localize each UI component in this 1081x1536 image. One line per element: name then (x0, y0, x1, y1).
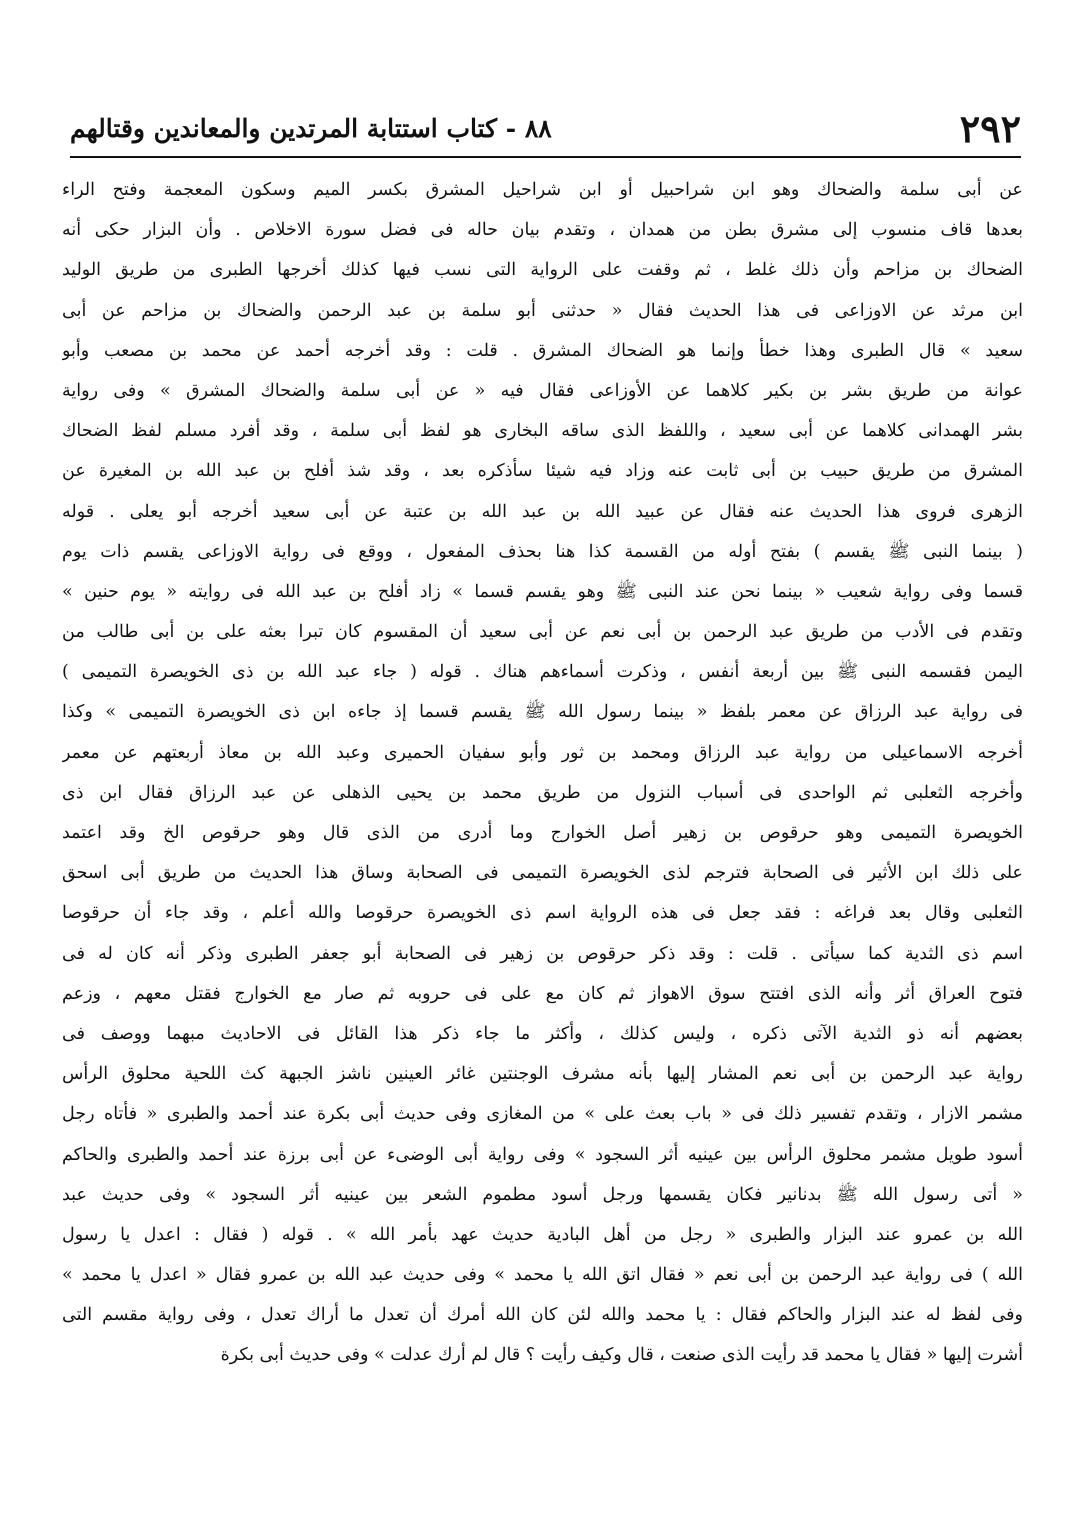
text-line: قسما وفى رواية شعيب « بينما نحن عند النبى ﷺ وهو يقسم قسما » زاد أفلح بن عبد الله فى روايته « يوم حنين » (62, 581, 1023, 602)
text-line: « أتى رسول الله ﷺ بدنانير فكان يقسمها ورجل أسود مطموم الشعر بين عينيه أثر السجود » وفى حديث عبد (62, 1184, 1023, 1205)
text-line: رواية عبد الرحمن بن أبى نعم المشار إليها بأنه مشرف الوجنتين غائر العينين ناشز الجبهة كث اللحية محلوق الرأس (62, 1064, 1023, 1085)
text-line: بعضهم أنه ذو الثدية الآتى ذكره ، وليس كذلك ، وأكثر ما جاء ذكر هذا القائل فى الاحاديث مبهما ووصف فى (62, 1023, 1023, 1044)
text-line: عن أبى سلمة والضحاك وهو ابن شراحبيل أو ابن شراحيل المشرق بكسر الميم وسكون المعجمة وفتح الراء (62, 180, 1023, 200)
text-line: بشر الهمدانى كلاهما عن أبى سعيد ، واللفظ الذى ساقه البخارى هو لفظ أبى سلمة ، وقد أفرد مسلم لفظ الضحاك (62, 421, 1023, 442)
text-line: وتقدم فى الأدب من طريق عبد الرحمن بن أبى نعم عن أبى سعيد أن المقسوم كان تبرا بعثه على بن أبى طالب من (62, 622, 1023, 643)
page-header (70, 100, 1021, 158)
text-line: الله ) فى رواية عبد الرحمن بن أبى نعم « فقال اتق الله يا محمد » وفى حديث عبد الله بن عمرو فقال « اعدل يا محمد » (62, 1265, 1023, 1286)
text-line: الله بن عمرو عند البزار والطبرى « رجل من أهل البادية حديث عهد بأمر الله » . قوله ( فقال : اعدل يا رسول (62, 1224, 1023, 1245)
text-line: الثعلبى وقال بعد فراغه : فقد جعل فى هذه الرواية اسم ذى الخويصرة حرقوصا والله أعلم ، وقد جاء أن حرقوصا (62, 903, 1023, 924)
text-line: مشمر الازار ، وتقدم تفسير ذلك فى « باب بعث على » من المغازى وفى حديث أبى بكرة عند أحمد والطبرى « فأتاه رجل (62, 1104, 1023, 1125)
text-line: الزهرى فروى هذا الحديث عنه فقال عن عبيد الله بن عبد الله بن عتبة عن أبى سعيد أخرجه أبو يعلى . قوله (62, 501, 1023, 522)
text-line: فتوح العراق أثر وأنه الذى افتتح سوق الاهواز ثم كان مع على فى حروبه ثم صار مع الخوارج فقتل معهم ، وزعم (62, 983, 1023, 1004)
text-line: على ذلك ابن الأثير فى الصحابة فترجم لذى الخويصرة التميمى فى الصحابة وساق هذا الحديث من طريق أبى اسحق (62, 863, 1023, 884)
text-line: ابن مرثد عن الاوزاعى فى هذا الحديث فقال « حدثنى أبو سلمة بن عبد الرحمن والضحاك بن مزاحم عن أبى (62, 300, 1023, 321)
text-line: عوانة من طريق بشر بن بكير كلاهما عن الأوزاعى فقال فيه « عن أبى سلمة والضحاك المشرق » وفى رواية (62, 380, 1023, 401)
text-line: المشرق من طريق حبيب بن أبى ثابت عنه وزاد فيه شيئا سأذكره بعد ، وقد شذ أفلح بن عبد الله بن المغيرة عن (62, 461, 1023, 482)
body-text (62, 170, 1023, 1376)
text-line: أخرجه الاسماعيلى من رواية عبد الرزاق ومحمد بن ثور وأبو سفيان الحميرى وعبد الله بن معاذ أربعتهم عن معمر (62, 742, 1023, 763)
text-line: بعدها قاف منسوب إلى مشرق بطن من همدان ، وتقدم بيان حاله فى فضل سورة الاخلاص . وأن البزار حكى أنه (62, 220, 1023, 241)
text-line: أشرت إليها « فقال يا محمد قد رأيت الذى صنعت ، قال وكيف رأيت ؟ قال لم أرك عدلت » وفى حديث أبى بكرة (220, 1345, 1023, 1366)
text-line: وأخرجه الثعلبى ثم الواحدى فى أسباب النزول من طريق محمد بن يحيى الذهلى عن عبد الرزاق فقال ابن ذى (62, 782, 1023, 803)
text-line: وفى لفظ له عند البزار والحاكم فقال : يا محمد والله لئن كان الله أمرك أن تعدل ما أراك تعدل ، وفى رواية مقسم التى (62, 1305, 1023, 1326)
text-line: اسم ذى الثدية كما سيأتى . قلت : وقد ذكر حرقوص بن زهير فى الصحابة أبو جعفر الطبرى وذكر أنه كان له فى (62, 943, 1023, 964)
text-line: الخويصرة التميمى وهو حرقوص بن زهير أصل الخوارج وما أدرى من الذى قال وهو حرقوص الخ وقد اعتمد (62, 823, 1023, 843)
text-line: أسود طويل مشمر محلوق الرأس بين عينيه أثر السجود » وفى رواية أبى الوضىء عن أبى برزة عند أحمد والطبرى والحاكم (62, 1144, 1023, 1165)
text-line: اليمن فقسمه النبى ﷺ بين أربعة أنفس ، وذكرت أسماءهم هناك . قوله ( جاء عبد الله بن ذى الخويصرة التميمى ) (62, 662, 1023, 683)
text-line: سعيد » قال الطبرى وهذا خطأ وإنما هو الضحاك المشرق . قلت : وقد أخرجه أحمد عن محمد بن مصعب وأبو (62, 340, 1023, 361)
text-line: الضحاك بن مزاحم وأن ذلك غلط ، ثم وقفت على الرواية التى نسب فيها كذلك أخرجها الطبرى من طريق الوليد (62, 260, 1023, 281)
page-number: ٢٩٢ (959, 105, 1021, 151)
running-title: ٨٨ - كتاب استتابة المرتدين والمعاندين وقتالهم (70, 113, 552, 143)
text-line: فى رواية عبد الرزاق عن معمر بلفظ « بينما رسول الله ﷺ يقسم قسما إذ جاءه ابن ذى الخويصرة التميمى » وكذا (62, 702, 1023, 723)
text-line: ( بينما النبى ﷺ يقسم ) بفتح أوله من القسمة كذا هنا بحذف المفعول ، ووقع فى رواية الاوزاعى يقسم ذات يوم (62, 541, 1023, 562)
